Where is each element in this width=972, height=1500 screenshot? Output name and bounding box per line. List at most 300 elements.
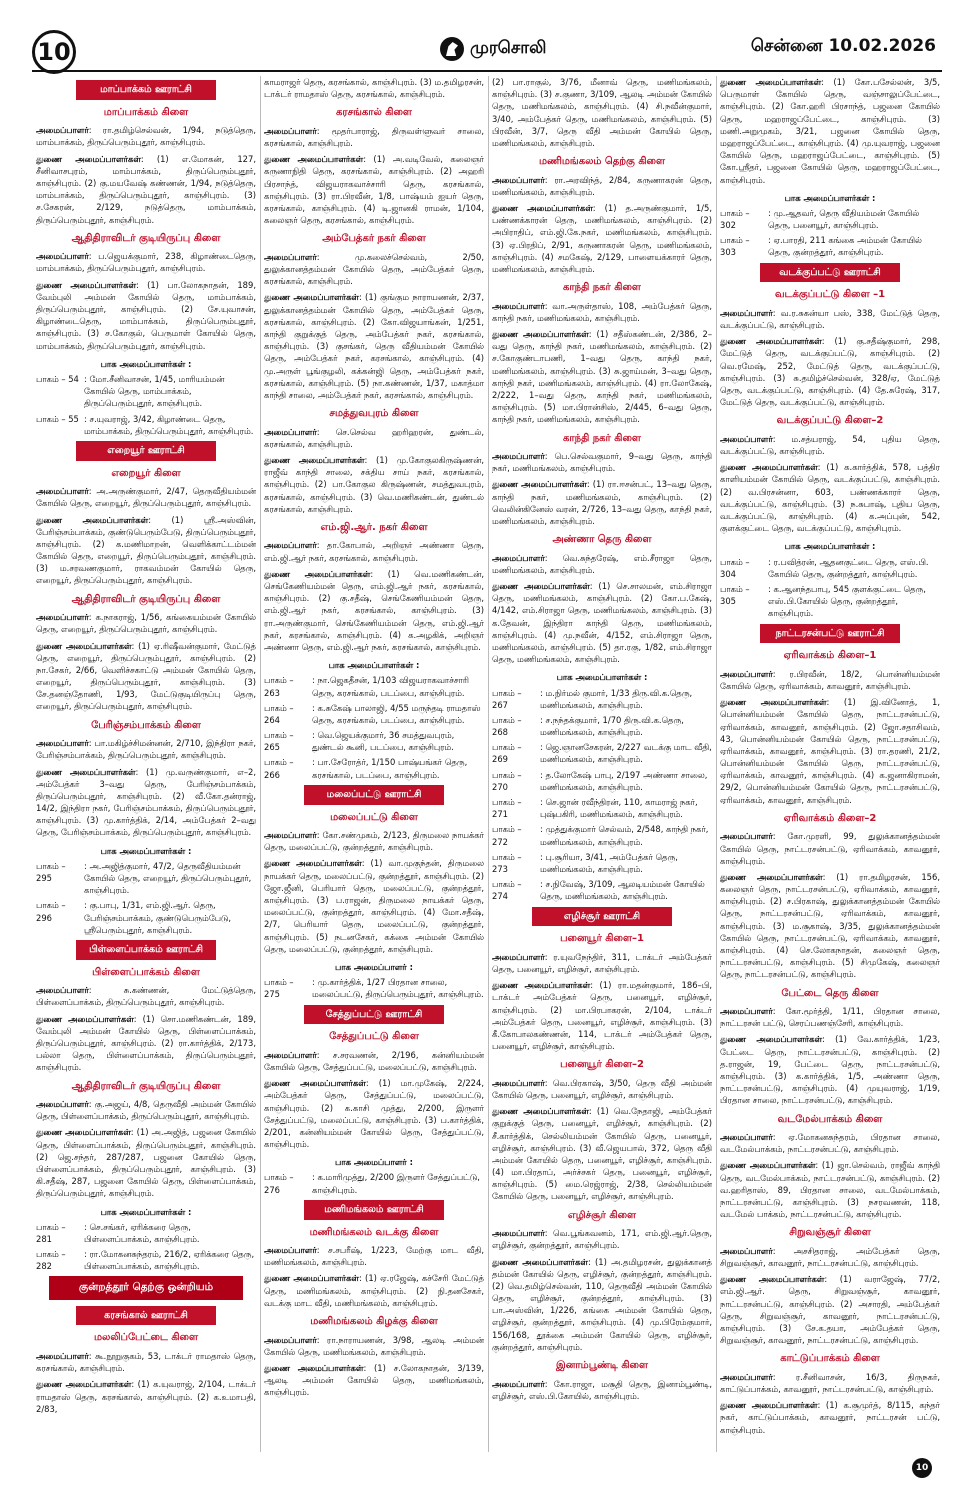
role-label: துணை அமைப்பாளர்கள் xyxy=(492,1256,588,1267)
booth-details: : ஏ.பாரதி, 211 கங்கை அம்மன் கோயில் தெரு, குன்றத்தூர், காஞ்சிபுரம். xyxy=(768,235,922,258)
branch-heading: இனாம்பூண்டி கிளை xyxy=(556,1360,648,1372)
booth-number: பாகம் – 270 xyxy=(492,769,522,792)
appointee-entry xyxy=(36,250,256,274)
booth-details: : நா.ஜெகதீசன், 1/103 விஜயராகவாச்சாரி தெரு, கரசங்கால், படப்பை, காஞ்சிபுரம். xyxy=(312,675,469,698)
role-label: துணை அமைப்பாளர்கள் xyxy=(264,154,364,165)
branch-heading: பனையூர் கிளை–2 xyxy=(560,1059,644,1071)
role-label: அமைப்பாளர் xyxy=(264,540,317,551)
appointee-details: : (1) வெ.மணிகண்டன், செங்கேணியம்மன் தெரு, எம்.ஜி.ஆர் நகர், கரசங்கால், காஞ்சிபுரம். (2) கு.சதீஷ், செங்கேணியம்மன் தெரு, எம்.ஜி.ஆர் நகர், கரசங்கால், காஞ்சிபுரம். (3) ரா.அருண்குமார், செங்கேணியம்மன் தெரு, எம்.ஜி.ஆர் நகர், கரசங்கால், காஞ்சிபுரம். (4) க.அழகிக், அறிஞர் அண்ணா தெரு, எம்.ஜி.ஆர் நகர், கரசங்கால், காஞ்சிபுரம். xyxy=(264,568,484,652)
booth-details: : அ.அஜித்குமார், 47/2, தெருவீதியம்மன் கோயில் தெரு, எறையூர், திருப்பெரும்புதூர், காஞ்சிபுரம். xyxy=(84,860,252,896)
appointee-details: : (1) க.கார்த்திக், 578, பத்திர காளியம்மன் கோயில் தெரு, வடக்குப்பட்டு, காஞ்சிபுரம். (2) வ.பிரசன்னா, 603, பண்ணக்காரர் தெரு, வடக்குப்பட்டு, காஞ்சிபுரம். (3) ந.சுபாஷ், புதிய தெரு, வடக்குப்பட்டு, காஞ்சிபுரம். (4) க.அப்புன், 542, குளக்குட்டை தெரு, வடக்குப்பட்டு, காஞ்சிபுரம். xyxy=(720,462,940,534)
appointee-details: : கு.அஜய், 4/8, தெருவீதி அம்மன் கோயில் தெரு, பிள்ளைப்பாக்கம், திருப்பெரும்புதூர், காஞ்சிபுரம். xyxy=(36,1099,256,1122)
appointee-entry xyxy=(264,153,484,226)
branch-heading: மணிமங்கலம் தெற்கு கிளை xyxy=(538,156,666,168)
branch-heading: எழிச்சூர் கிளை xyxy=(567,1209,637,1221)
appointee-entry xyxy=(720,830,940,867)
role-label: துணை அமைப்பாளர்கள் xyxy=(36,640,132,651)
appointee-entry xyxy=(492,174,712,198)
role-label: அமைப்பாளர் xyxy=(36,612,89,623)
booth-heading: பாக அமைப்பாளர்கள் : xyxy=(784,541,876,552)
appointee-entry xyxy=(36,279,256,352)
edition-date: சென்னை 10.02.2026 xyxy=(750,36,936,56)
appointee-details: : வெ.பூங்கவனம், 171, எம்.ஜி.ஆர்.தெரு, எழிச்சூர், குன்றத்தூர், காஞ்சிபுரம். xyxy=(492,1228,712,1251)
role-label: அமைப்பாளர் xyxy=(36,985,89,996)
booth-entry xyxy=(36,413,256,437)
role-label: துணை அமைப்பாளர்கள் xyxy=(720,1400,818,1411)
booth-entry xyxy=(36,899,256,936)
role-label: துணை அமைப்பாளர்கள் xyxy=(264,455,365,465)
branch-heading: ஏரிவாக்கம் கிளை–2 xyxy=(783,812,877,824)
appointee-details: : கோ.மூர்த்தி, 1/11, பிரதான சாலை, நாட்டரசன் பட்டு, செரப்பணஞ்சேரி, காஞ்சிபுரம். xyxy=(720,1006,940,1029)
appointee-details: : ர.யுவநேந்திர், 311, டாக்டர் அம்பேத்கர் தெரு, பனையூர், எழிச்சூர், காஞ்சிபுரம். xyxy=(492,951,712,974)
booth-entry xyxy=(264,756,484,780)
booth-heading: பாக அமைப்பாளர் : xyxy=(335,961,413,972)
appointee-details: : அசசிதராஜ், அம்பேத்கர் தெரு, சிறுவஞ்சூர், காவனூர், நாட்டரசன்பட்டு, காஞ்சிபுரம். xyxy=(720,1245,940,1269)
column-1 xyxy=(36,76,256,1452)
booth-entry xyxy=(492,714,712,738)
appointee-entry xyxy=(492,552,712,576)
branch-heading: ஏரிவாக்கம் கிளை–1 xyxy=(783,650,877,662)
appointee-entry xyxy=(264,1334,484,1358)
appointee-details: : (1) ரா.ஈசன்பட், 13–வது தெரு, காந்தி நகர், மணிமங்கலம், காஞ்சிபுரம். (2) வெலின்கினேஸ் வரன், 2/726, 13–வது தெரு, காந்தி நகர், மணிமங்கலம், காஞ்சிபுரம். xyxy=(492,479,712,526)
appointee-details: : ரா.அரவிந்த், 2/84, கருணாகரன் தெரு, மணிமங்கலம், காஞ்சிபுரம். xyxy=(492,174,712,197)
role-label: அமைப்பாளர் xyxy=(720,831,773,842)
booth-number: பாகம் – 295 xyxy=(36,860,66,884)
appointee-details: : (1) சதீஸ்கண்டன், 2/386, 2–வது தெரு, காந்தி நகர், மணிமங்கலம், காஞ்சிபுரம். (2) ச.கோகுண்டாபணி, 1–வது தெரு, காந்தி நகர், மணிமங்கலம், காஞ்சிபுரம். (3) சு.ஜாய்மன், 3–வது தெரு, காந்தி நகர், மணிமங்கலம், காஞ்சிபுரம். (4) ரா.லோகேஷ், 2/222, 1–வது தெரு, காந்தி நகர், மணிமங்கலம், காஞ்சிபுரம். (5) மா.பிரான்சிஸ், 2/445, 6–வது தெரு, காந்தி நகர், மணிமங்கலம், காஞ்சிபுரம். xyxy=(492,329,712,425)
appointee-details: : செ.செல்வ ஹரிஹரன், துண்டல், கரசங்கால், காஞ்சிபுரம். xyxy=(264,426,484,449)
role-label: துணை அமைப்பாளர்கள் xyxy=(36,1127,131,1138)
appointee-entry xyxy=(264,454,484,515)
role-label: அமைப்பாளர் xyxy=(720,1371,773,1382)
newspaper-brand xyxy=(440,34,547,64)
appointee-details: : (1) எ.மோகன், 127, சீனிவாசபுரம், மாம்பாக்கம், திருப்பெரும்புதூர், காஞ்சிபுரம். (2) கு.மயவேஷ் கண்ணன், 1/94, நடுத்தெரு, மாம்பாக்கம், திருப்பெரும்புதூர், காஞ்சிபுரம். (3) ச.சேகரன், 2/129, நடுத்தெரு, மாம்பாக்கம், திருப்பெரும்புதூர், காஞ்சிபுரம். xyxy=(36,153,256,225)
appointee-entry xyxy=(492,580,712,665)
branch-heading: பனையூர் கிளை–1 xyxy=(560,933,644,945)
role-label: துணை அமைப்பாளர்கள் xyxy=(264,292,359,303)
appointee-entry xyxy=(36,485,256,509)
booth-details: : பு.சூரியா, 3/41, அம்பேத்கர் தெரு, மணிமங்கலம், காஞ்சிபுரம். xyxy=(540,851,678,874)
role-label: அமைப்பாளர் xyxy=(264,1245,317,1256)
appointee-entry xyxy=(720,1399,940,1436)
booth-number: பாகம் – 269 xyxy=(492,742,522,765)
role-label: அமைப்பாளர் xyxy=(492,1228,545,1239)
appointee-entry xyxy=(720,1033,940,1106)
appointee-entry xyxy=(264,291,484,401)
role-label: துணை அமைப்பாளர்கள் xyxy=(492,329,589,339)
booth-number: பாகம் – 304 xyxy=(720,556,750,579)
appointee-details: : கோ.சண்முகம், 2/123, திருமலை நாயக்கர் தெரு, மலைப்பட்டு, குன்றத்தூர், காஞ்சிபுரம். xyxy=(264,830,484,853)
appointee-details: : (1) கோ.பசேல்லன், 3/5, பெருமாள் கோயில் தெரு, வஞ்சாலுப்பேட்டை, காஞ்சிபுரம். (2) கோ.ஹரி பிரசாந்த், பஜனை கோயில் தெரு, மஹராஜப்பேட்டை, காஞ்சிபுரம். (3) மணி.அறுமுகம், 3/21, பஜனை கோயில் தெரு, மஹராஜப்பேட்டை, காஞ்சிபுரம். (4) மு.யுவராஜ், பஜனை கோயில் தெரு, மஹராஜப்பேட்டை, காஞ்சிபுரம். (5) கோ.ஸ்ரீதர், பஜனை கோயில் தெரு, மஹராஜப்பேட்டை, காஞ்சிபுரம். xyxy=(720,77,940,185)
appointee-entry xyxy=(36,124,256,148)
appointee-details: : ர.சீனிவாசன், 16/3, திருநகர், காட்டுப்பாக்கம், காவனூர், நாட்டரசன்பட்டு, காஞ்சிபுரம். xyxy=(720,1371,940,1395)
appointee-entry xyxy=(720,335,940,408)
appointee-entry xyxy=(492,300,712,324)
branch-heading: வடக்குப்பட்டு கிளை –1 xyxy=(774,289,886,301)
booth-entry xyxy=(264,702,484,726)
role-label: அமைப்பாளர் xyxy=(720,1006,773,1017)
appointee-details: : வா.அருள்தாஸ், 108, அம்பேத்கர் தெரு, காந்தி நகர், மணிமங்கலம், காஞ்சிபுரம். xyxy=(492,300,712,323)
appointee-details: : (1) அ.வடிவேல், கலைஞர் கருணாநிதி தெரு, கரசங்கால், காஞ்சிபுரம். (2) அஹரி பிரசாந்த், விஜயராகவாச்சாரி தெரு, கரசங்கால், காஞ்சிபுரம். (3) ரா.பிரவீன், 1/8, பாஷ்யம் ஐயர் தெரு, கரசங்கால், காஞ்சிபுரம். (4) டி.ஜானகி ராமன், 1/104, கலைஞர் தெரு, கரசங்கால், காஞ்சிபுரம். xyxy=(264,154,484,226)
role-label: துணை அமைப்பாளர்கள் xyxy=(264,1362,364,1373)
branch-heading: மணிமங்கலம் கிழக்கு கிளை xyxy=(310,1316,438,1328)
role-label: துணை அமைப்பாளர்கள் xyxy=(492,479,587,490)
role-label: அமைப்பாளர் xyxy=(492,174,545,185)
booth-details: : க.ஆனந்தபாபு, 545 குளக்குட்டை தெரு, எஸ்.பி.கோயில் தெரு, குன்றத்தூர், காஞ்சிபுரம். xyxy=(768,583,926,619)
booth-number: பாகம் – 275 xyxy=(264,977,294,1000)
appointee-entry xyxy=(720,461,940,534)
booth-heading: பாக அமைப்பாளர்கள் : xyxy=(100,1206,192,1217)
appointee-entry xyxy=(492,1256,712,1354)
appointee-entry xyxy=(720,668,940,692)
appointee-details: : (1) வராஜேஷ், 77/2, எம்.ஜி.ஆர். தெரு, சிறுவஞ்சூர், காவனூர், நாட்டரசன்பட்டு, காஞ்சிபுரம். (2) அசாரதி, அம்பேத்கர் தெரு, சிறுவஞ்சூர், காவனூர், நாட்டரசன்பட்டு, காஞ்சிபுரம். (3) சே.க.தயா, அம்பேத்கர் தெரு, சிறுவஞ்சூர், காவனூர், நாட்டரசன்பட்டு, காஞ்சிபுரம். xyxy=(720,1274,940,1346)
booth-details: : வெ.ஜெயக்குமார், 36 சமத்துவபுரம், துண்டல் கூனி, படப்பை, காஞ்சிபுரம். xyxy=(312,730,455,753)
booth-details: : ச.யுவராஜ், 3/42, கிழாண்டை தெரு, மாம்பாக்கம், திருப்பெரும்புதூர், காஞ்சிபுரம். xyxy=(84,413,254,436)
appointee-details: : வெ.பிரகாஷ், 3/50, தெரு வீதி அம்மன் கோயில் தெரு, பனையூர், எழிச்சூர், காஞ்சிபுரம். xyxy=(492,1077,712,1100)
role-label: அமைப்பாளர் xyxy=(264,251,317,262)
appointee-entry xyxy=(720,1245,940,1269)
appointee-details: : (1) இ.வினோத், 1, பொன்னியம்மன் கோயில் தெரு, நாட்டரசன்பட்டு, ஏரிவாக்கம், காவனூர், காஞ்சிபுரம். (2) ஜோ.சதாசிவம், 43, பொன்னியம்மன் கோயில் தெரு, நாட்டரசன்பட்டு, ஏரிவாக்கம், காவனூர், காஞ்சிபுரம். (3) ரா.தரணி, 21/2, பொன்னியம்மன் கோயில் தெரு, நாட்டரசன்பட்டு, ஏரிவாக்கம், காவனூர், காஞ்சிபுரம். (4) க.ஜனாகிராமன், 29/2, பொன்னியம்மன் கோயில் தெரு, நாட்டரசன்பட்டு, ஏரிவாக்கம், காவனூர், காஞ்சிபுரம். xyxy=(720,697,940,805)
booth-details: : பா.சேரோத்ர், 1/150 பாஷ்யங்கர் தெரு, கரசங்கால், படப்பை, காஞ்சிபுரம். xyxy=(312,757,468,780)
appointee-details: : ச.சபரீஷ், 1/223, மேற்கு மாட வீதி, மணிமங்கலம், காஞ்சிபுரம். xyxy=(264,1245,484,1268)
branch-heading: பேட்டை தெரு கிளை xyxy=(781,987,879,999)
branch-heading: ஆதிதிராவிடர் குடியிருப்பு கிளை xyxy=(71,1080,221,1092)
booth-details: : முத்துக்குமார் செல்வம், 2/548, காந்தி நகர், மணிமங்கலம், காஞ்சிபுரம். xyxy=(540,824,709,847)
role-label: அமைப்பாளர் xyxy=(720,1132,773,1143)
appointee-details: : (1) வே.கார்த்திக், 1/23, பேட்டை தெரு, நாட்டரசன்பட்டு, காஞ்சிபுரம். (2) த.ராஜன், 19, பேட்டை தெரு, நாட்டரசன்பட்டு, காஞ்சிபுரம். (3) க.கார்த்திக், 1/5, அண்ணா தெரு, நாட்டரசன்பட்டு, காஞ்சிபுரம். (4) முயுவராஜ், 1/19, பிரதான சாலை, நாட்டரசன்பட்டு, காஞ்சிபுரம். xyxy=(720,1034,940,1106)
appointee-details: : வ.ர.சுகன்யா பஸ், 338, மேட்டுத் தெரு, வடக்குப்பட்டு, காஞ்சிபுரம். xyxy=(720,307,940,331)
role-label: அமைப்பாளர் xyxy=(492,552,545,563)
branch-heading: அண்ணா தெரு கிளை xyxy=(552,534,652,546)
appointee-entry xyxy=(264,1244,484,1268)
role-label: அமைப்பாளர் xyxy=(36,1350,89,1361)
role-label: அமைப்பாளர் xyxy=(492,451,545,461)
newspaper-name: முரசொலி xyxy=(470,38,547,58)
appointee-details: : (1) ச.லோகநாதன், 3/139, ஆலடி அம்மன் கோயில் தெரு, மணிமங்கலம், காஞ்சிபுரம். xyxy=(264,1362,484,1398)
appointee-details: : (1) பா.லோகநாதன், 189, வேம்புலி அம்மன் கோயில் தெரு, மாம்பாக்கம், திருப்பெரும்புதூர், காஞ்சிபுரம். (2) சே.யுவாசன், கிழாண்டைதெரு, மாம்பாக்கம், திருப்பெரும்புதூர், காஞ்சிபுரம். (3) ச.கோகுல், பெருமாள் கோயில் தெரு, மாம்பாக்கம், திருப்பெரும்புதூர், காஞ்சிபுரம். xyxy=(36,279,256,351)
panchayat-heading: மலைப்பட்டு ஊராட்சி xyxy=(304,785,445,805)
appointee-entry xyxy=(264,251,484,288)
role-label: துணை அமைப்பாளர்கள் xyxy=(720,1034,823,1045)
role-label: அமைப்பாளர் xyxy=(492,1378,545,1389)
column-divider xyxy=(488,76,489,1452)
booth-number: பாகம் – 265 xyxy=(264,730,294,753)
column-2 xyxy=(264,76,484,1452)
appointee-details: : (1) மு.வருண்குமார், எ–2, அம்பேத்கர் 3–வது தெரு, பேரிஞ்சம்பாக்கம், திருப்பெரும்புதூர், காஞ்சிபுரம். (2) வீ.கோ.தன்ராஜ், 14/2, இந்திரா நகர், பேரிஞ்சம்பாக்கம், திருப்பெரும்புதூர், காஞ்சிபுரம். (3) மு.கார்த்திக், 2/14, அம்பேத்கர் 2–வது தெரு, பேரிஞ்சம்பாக்கம், திருப்பெரும்புதூர், காஞ்சிபுரம். xyxy=(36,766,256,838)
appointee-details: : ம.சத்யராஜ், 54, புதிய தெரு, வடக்குப்பட்டு, காஞ்சிபுரம். xyxy=(720,433,940,457)
appointee-entry xyxy=(720,76,940,186)
booth-entry xyxy=(492,741,712,765)
role-label: அமைப்பாளர் xyxy=(492,951,545,962)
branch-heading: காட்டுப்பாக்கம் கிளை xyxy=(780,1353,880,1365)
role-label: அமைப்பாளர் xyxy=(264,1334,317,1345)
branch-heading: எம்.ஜி.ஆர். நகர் கிளை xyxy=(320,521,428,533)
role-label: துணை அமைப்பாளர்கள் xyxy=(36,1013,134,1024)
appointee-entry xyxy=(492,202,712,275)
column-divider xyxy=(260,76,261,1452)
role-label: துணை அமைப்பாளர்கள் xyxy=(720,1160,816,1171)
booth-heading: பாக அமைப்பாளர்கள் : xyxy=(784,192,876,203)
appointee-entry xyxy=(720,1371,940,1395)
appointee-details: : (1) ரா.தமிழரசன், 156, கலைஞர் தெரு, நாட்டரசன்பட்டு, ஏரிவாக்கம், காவனூர், காஞ்சிபுரம். (2) ச.பிரகாஷ், துலுக்கானத்தம்மன் கோயில் தெரு, நாட்டரசன்பட்டு, ஏரிவாக்கம், காவனூர், காஞ்சிபுரம். (3) ம.சூகாஷ், 3/35, துலுக்கானத்தம்மன் கோயில் தெரு, நாட்டரசன்பட்டு, ஏரிவாக்கம், காவனூர், காஞ்சிபுரம். (4) செ.லோகநாதன், கலைஞர் தெரு, நாட்டரசன்பட்டு, காஞ்சிபுரம். (5) சிமுகேஷ், கலைஞர் தெரு, நாட்டரசன்பட்டு, காஞ்சிபுரம். xyxy=(720,871,940,980)
role-label: துணை அமைப்பாளர்கள் xyxy=(264,1273,359,1284)
role-label: துணை அமைப்பாளர்கள் xyxy=(264,568,371,579)
appointee-details: : (1) ஏ.ரிஷீவன்குமார், மேட்டுத் தெரு, எறையூர், திருப்பெரும்புதூர், காஞ்சிபுரம். (2) நா.சேகர், 2/66, வெளிச்சகாட்டு அம்மன் கோயில் தெரு, எறையூர், திருப்பெரும்புதூர், காஞ்சிபுரம். (3) சே.தனஞ்தோணி, 1/93, மேட்டுகுடியிருப்பு தெரு, எறையூர், திருப்பெரும்புதூர், காஞ்சிபுரம். xyxy=(36,640,256,712)
panchayat-heading: குன்றத்தூர் தெற்கு ஒன்றியம் xyxy=(49,1276,243,1299)
booth-details: : செ.சங்கர், ஏரிக்கரை தெரு, பிள்ளைப்பாக்கம், காஞ்சிபுரம். xyxy=(84,1221,200,1244)
appointee-entry xyxy=(720,307,940,331)
role-label: துணை அமைப்பாளர்கள் xyxy=(264,1078,366,1089)
role-label: அமைப்பாளர் xyxy=(36,486,89,497)
role-label: துணை அமைப்பாளர்கள் xyxy=(720,871,823,882)
branch-heading: வடக்குப்பட்டு கிளை–2 xyxy=(776,415,884,427)
booth-number: பாகம் – 272 xyxy=(492,824,522,847)
appointee-details: : (1) அ.அஜித், பஜனை கோயில் தெரு, பிள்ளைப்பாக்கம், திருப்பெரும்புதூர், காஞ்சிபுரம். (2) ஜெ.சந்தர், 287/287, பஜனை கோயில் தெரு, பிள்ளைப்பாக்கம், திருப்பெரும்புதூர், காஞ்சிபுரம். (3) கி.சதீஷ், 287, பஜனை கோயில் தெரு, பிள்ளைப்பாக்கம், திருப்பெரும்புதூர், காஞ்சிபுரம். xyxy=(36,1127,256,1199)
appointee-details: : (1) மா.முகேஷ், 2/224, அம்பேத்கர் தெரு, சேத்துப்பட்டு, மலைப்பட்டு, காஞ்சிபுரம். (2) க.காசி முத்து, 2/200, இருளர் சேத்துப்பட்டு, மலைப்பட்டு, காஞ்சிபுரம். (3) ப.கார்த்திக், 2/201, கன்னியம்மன் கோயில் தெரு, சேத்துப்பட்டு, காஞ்சிபுரம். xyxy=(264,1078,484,1150)
appointee-details: : கோ.முரளி, 99, துலுக்கானத்தம்மன் கோயில் தெரு, நாட்டரசன்பட்டு, ஏரிவாக்கம், காவனூர், காஞ்சிபுரம். xyxy=(720,831,940,866)
appointee-entry xyxy=(720,1131,940,1155)
appointee-details: : (1) வெ.நேதாஜி, அம்பேத்கர் குறுக்குத் தெரு, பனையூர், எழிச்சூர், காஞ்சிபுரம். (2) சீ.கார்த்திக், செல்லியம்மன் கோயில் தெரு, பனையூர், எழிச்சூர், காஞ்சிபுரம். (3) வீ.ஜெயபால், 372, தெரு வீதி அம்மன் கோயில் தெரு, பனையூர், எழிச்சூர், காஞ்சிபுரம். (4) மா.பிரதாப், அர்ச்சகர் தெரு, பனையூர், எழிச்சூர், காஞ்சிபுரம். (5) மை.ரெஜ்ராஜ், 2/38, செல்லியம்மன் கோயில் தெரு, பனையூர், எழிச்சூர், காஞ்சிபுரம். xyxy=(492,1106,712,1202)
booth-number: பாகம் – 305 xyxy=(720,583,750,607)
role-label: அமைப்பாளர் xyxy=(492,300,545,311)
appointee-details: : (1) ரா.மதன்குமார், 186–பி, டாக்டர் அம்பேத்கர் தெரு, பனையூர், எழிச்சூர், காஞ்சிபுரம். (2) மா.பிரபாகரன், 2/104, டாக்டர் அம்பேத்கர் தெரு, பனையூர், எழிச்சூர், காஞ்சிபுரம். (3) கீ.கோபாலகண்ணன், 114, டாக்டர் அம்பேத்கர் தெரு, பனையூர், எழிச்சூர், காஞ்சிபுரம். xyxy=(492,980,712,1052)
booth-entry xyxy=(492,823,712,847)
booth-number: பாகம் – 54 xyxy=(36,373,79,384)
appointee-details: : அ.அருண்குமார், 2/47, தெருவீதியம்மன் கோயில் தெரு, எறையூர், திருப்பெரும்புதூர், காஞ்சிபுரம். xyxy=(36,486,256,509)
booth-entry xyxy=(492,769,712,793)
booth-details: : மு.கார்த்திக், 1/27 பிரதான சாலை, மலைப்பட்டு, திருப்பெரும்புதூர், காஞ்சிபுரம். xyxy=(312,977,484,1000)
appointee-entry xyxy=(720,433,940,457)
role-label: அமைப்பாளர் xyxy=(264,426,317,437)
appointee-details: : கோ.ராஜா, மசூதி தெரு, இனாம்பூண்டி, எழிச்சூர், எஸ்.பி.கோயில், காஞ்சிபுரம். xyxy=(492,1378,712,1401)
appointee-entry xyxy=(720,871,940,981)
branch-heading: மணிமங்கலம் வடக்கு கிளை xyxy=(309,1226,439,1238)
appointee-entry xyxy=(36,766,256,839)
booth-entry xyxy=(264,1171,484,1195)
branch-heading: சேத்துப்பட்டு கிளை xyxy=(329,1031,419,1043)
article-columns xyxy=(36,76,944,1452)
appointee-entry xyxy=(720,696,940,806)
appointee-entry xyxy=(36,1378,256,1415)
panchayat-heading: சேத்துப்பட்டு ஊராட்சி xyxy=(304,1005,445,1025)
branch-heading: மலலிப்பேட்டை கிளை xyxy=(93,1332,199,1344)
panchayat-heading: கரசங்கால் ஊராட்சி xyxy=(76,1306,217,1326)
booth-details: : க.மாரிமுத்து, 2/200 இருளர் சேத்துப்பட்டு, காஞ்சிபுரம். xyxy=(312,1172,480,1195)
booth-heading: பாக அமைப்பாளர்கள் : xyxy=(100,845,192,856)
role-label: துணை அமைப்பாளர்கள் xyxy=(36,153,141,164)
appointee-details: : மூதர்பாராஜ், திருவள்ளுவர் சாலை, கரசங்கால், காஞ்சிபுரம். xyxy=(264,125,484,149)
masthead-rule xyxy=(32,70,942,72)
booth-entry xyxy=(36,860,256,897)
role-label: அமைப்பாளர் xyxy=(720,307,773,318)
booth-details: : த.லோகேஷ் பாபு, 2/197 அண்ணா சாலை, மணிமங்கலம், காஞ்சிபுரம். xyxy=(540,769,708,792)
booth-number: பாகம் – 274 xyxy=(492,879,522,902)
booth-number: பாகம் – 281 xyxy=(36,1221,66,1244)
booth-details: : மு.ஆதவர், தெரு வீதியம்மன் கோயில் தெரு, பனையூர், காஞ்சிபுரம். xyxy=(768,207,920,231)
appointee-details: : க.நாகராஜ், 1/56, கங்கையம்மன் கோயில் தெரு, எறையூர், திருப்பெரும்புதூர், காஞ்சிபுரம். xyxy=(36,612,256,635)
appointee-details: : தா.கோபால், அறிஞர் அண்ணா தெரு, எம்.ஜி.ஆர் நகர், கரசங்கால், காஞ்சிபுரம். xyxy=(264,540,484,563)
continued-text: காமராஜர் தெரு, கரசங்கால், காஞ்சிபுரம். (3) ம.தமிழரசன், டாக்டர் ராமதாஸ் தெரு, கரசங்கால், காஞ்சிபுரம். xyxy=(264,77,484,100)
booth-entry xyxy=(492,851,712,875)
appointee-details: : (1) த.அருண்குமார், 1/5, பண்ணக்காரன் தெரு, மணிமங்கலம், காஞ்சிபுரம். (2) அபிராதிப், எம்.ஜி.கே.நகர், மணிமங்கலம், காஞ்சிபுரம். (3) ஏ.பிரதிப், 2/91, கருணாகரன் தெரு, மணிமங்கலம், காஞ்சிபுரம். (4) சமகேஷ், 2/129, பாளையக்காரர் தெரு, மணிமங்கலம், காஞ்சிபுரம். xyxy=(492,203,712,274)
column-4 xyxy=(720,76,940,1452)
role-label: அமைப்பாளர் xyxy=(36,1099,89,1110)
booth-number: பாகம் – 273 xyxy=(492,851,522,874)
booth-entry xyxy=(720,556,940,580)
appointee-details: : (1) க.சூமுர்த், 8/115, கந்தர் நகர், காட்டுப்பாக்கம், காவனூர், நாட்டரசன் பட்டு, காஞ்சிபுரம். xyxy=(720,1400,940,1435)
booth-entry xyxy=(492,878,712,902)
booth-number: பாகம் – 264 xyxy=(264,702,294,725)
booth-number: பாகம் – 267 xyxy=(492,687,522,710)
role-label: துணை அமைப்பாளர்கள் xyxy=(492,203,593,213)
panchayat-heading: மாப்பாக்கம் ஊராட்சி xyxy=(76,80,217,100)
booth-number: பாகம் – 302 xyxy=(720,207,750,231)
branch-heading: அம்பேத்கர் நகர் கிளை xyxy=(322,233,426,245)
appointee-details: : (1) மு.கோகுலகிருஷ்ணன், ராஜீவ் காந்தி சாலை, சக்திய சாய் நகர், கரசங்கால், காஞ்சிபுரம். (2) பா.கோகுல கிருஷ்ணன், சமத்துவபுரம், கரசங்கால், காஞ்சிபுரம். (3) வெ.மணிகண்டன், துண்டல் கரசங்கால், காஞ்சிபுரம். xyxy=(264,455,484,514)
booth-heading: பாக அமைப்பாளர் : xyxy=(335,1157,413,1168)
booth-heading: பாக அமைப்பாளர்கள் : xyxy=(100,358,192,369)
booth-details: : ச.நிவேஷ், 3/109, ஆலடியம்மன் கோயில் தெரு, மணிமங்கலம், காஞ்சிபுரம். xyxy=(540,879,705,902)
booth-entry xyxy=(492,796,712,820)
branch-heading: பிள்ளைப்பாக்கம் கிளை xyxy=(92,966,200,978)
role-label: துணை அமைப்பாளர்கள் xyxy=(36,766,136,777)
appointee-entry xyxy=(492,328,712,426)
appointee-entry xyxy=(36,984,256,1008)
branch-heading: சிறுவஞ்சூர் கிளை xyxy=(789,1227,871,1239)
appointee-entry xyxy=(492,478,712,527)
role-label: துணை அமைப்பாளர்கள் xyxy=(720,336,822,347)
footer-page-number: 10 xyxy=(912,1458,932,1478)
appointee-entry xyxy=(492,1077,712,1101)
appointee-details: : வெ.சுந்தரேஷ், எம்.சீராஜா தெரு, மணிமங்கலம், காஞ்சிபுரம். xyxy=(492,552,712,575)
appointee-details: : (1) க.யுவராஜ், 2/104, டாக்டர் ராமதாஸ் தெரு, கரசங்கால், காஞ்சிபுரம். (2) க.உமாபதி, 2/83, xyxy=(36,1379,256,1414)
branch-heading: மாப்பாக்கம் கிளை xyxy=(103,106,189,118)
branch-heading: வடமேல்பாக்கம் கிளை xyxy=(777,1113,883,1125)
column-3 xyxy=(492,76,712,1452)
newspaper-logo-icon xyxy=(440,37,464,61)
role-label: அமைப்பாளர் xyxy=(720,668,773,679)
role-label: துணை அமைப்பாளர்கள் xyxy=(492,581,590,591)
branch-heading: ஆதிதிராவிடர் குடியிருப்பு கிளை xyxy=(71,232,221,244)
role-label: அமைப்பாளர் xyxy=(36,125,89,136)
appointee-entry xyxy=(492,951,712,975)
branch-heading: ஆதிதிராவிடர் குடியிருப்பு கிளை xyxy=(71,593,221,605)
role-label: துணை அமைப்பாளர்கள் xyxy=(36,1379,132,1390)
booth-number: பாகம் – 303 xyxy=(720,235,750,258)
booth-heading: பாக அமைப்பாளர்கள் : xyxy=(328,660,420,671)
booth-number: பாகம் – 282 xyxy=(36,1249,66,1272)
booth-details: : செ.ஜான் ரவீந்திரன், 110, காமராஜ் நகர், புஷ்பகிரி, மணிமங்கலம், காஞ்சிபுரம். xyxy=(540,797,698,820)
appointee-details: : மு.கலைச்செல்வம், 2/50, துலுக்கானத்தம்மன் கோயில் தெரு, அம்பேத்கர் தெரு, கரசங்கால், காஞ்சிபுரம். xyxy=(264,251,484,287)
role-label: துணை அமைப்பாளர்கள் xyxy=(36,279,137,290)
booth-details: : மோ.சீனிவாசன், 1/45, மாரியம்மன் கோயில் தெரு, மாம்பாக்கம், திருப்பெரும்புதூர், காஞ்சிபுரம். xyxy=(84,373,225,409)
appointee-entry xyxy=(720,1005,940,1029)
booth-number: பாகம் – 266 xyxy=(264,757,294,780)
role-label: துணை அமைப்பாளர்கள் xyxy=(492,1106,589,1117)
appointee-details: : (1) ஏ.ரஜேஷ், கச்சேரி மேட்டுத் தெரு, மணிமங்கலம், காஞ்சிபுரம். (2) நி.தனசேகர், வடக்கு மாட வீதி, மணிமங்கலம், காஞ்சிபுரம். xyxy=(264,1273,484,1308)
role-label: அமைப்பாளர் xyxy=(264,125,317,136)
appointee-details: : (1) சொ.மணிகண்டன், 189, வேம்புலி அம்மன் கோயில் தெரு, பிள்ளைப்பாக்கம், திருப்பெரும்புதூர், காஞ்சிபுரம். (2) ரா.கார்த்திக், 2/173, பல்லா தெரு, பிள்ளைப்பாக்கம், திருப்பெரும்புதூர், காஞ்சிபுரம். xyxy=(36,1013,256,1073)
booth-number: பாகம் – 296 xyxy=(36,900,66,923)
appointee-entry xyxy=(492,1227,712,1251)
appointee-details: : ப.ஜெயக்குமார், 238, கிழாண்டைதெரு, மாம்பாக்கம், திருப்பெரும்புதூர், காஞ்சிபுரம். xyxy=(36,251,256,274)
appointee-entry xyxy=(492,450,712,474)
booth-details: : ர.பவித்ரன், ஆதனகுட்டை தெரு, எஸ்.பி. கோயில் தெரு, குன்றத்தூர், காஞ்சிபுரம். xyxy=(768,556,929,579)
appointee-entry xyxy=(36,1126,256,1199)
masthead xyxy=(0,0,972,76)
branch-heading: எறையூர் கிளை xyxy=(111,467,181,479)
appointee-entry xyxy=(264,1362,484,1399)
role-label: அமைப்பாளர் xyxy=(720,1245,773,1256)
role-label: அமைப்பாளர் xyxy=(720,433,773,444)
appointee-details: : (1) அ.தமிழரசன், துலுக்கானத் தம்மன் கோயில் தெரு, எழிச்சூர், குன்றத்தூர், காஞ்சிபுரம். (2) வெ.தமிழ்செல்வன், 110, தெருவீதி அம்மன் கோயில் தெரு, எழிச்சூர், குன்றத்தூர், காஞ்சிபுரம். (3) பா.அஸ்வின், 1/226, கங்கை அம்மன் கோயில் தெரு, எழிச்சூர், குன்றத்தூர், காஞ்சிபுரம். (4) மு.பிரேம்குமார், 156/168, தூக்கை அம்மன் கோயில் தெரு, எழிச்சூர், குன்றத்தூர், காஞ்சிபுரம். xyxy=(492,1256,712,1352)
booth-number: பாகம் – 55 xyxy=(36,413,79,424)
role-label: அமைப்பாளர் xyxy=(264,1049,317,1060)
appointee-entry xyxy=(264,125,484,149)
appointee-details: : (1) குங்கும நாராயணன், 2/37, துலுக்கானத்தம்மன் கோயில் தெரு, அம்பேத்கர் தெரு, கரசங்கால், காஞ்சிபுரம். (2) கோ.விஜயாங்கன், 1/251, காந்தி குறுக்குத் தெரு, அம்பேத்கர் நகர், கரசங்கால், காஞ்சிபுரம். (3) குசங்கர், தெரு வீதியம்மன் கோயில் தெரு, அம்பேத்கர் நகர், கரசங்கால், காஞ்சிபுரம். (4) மு.அருள் பூங்குழலி, கக்கன்ஜி தெரு, அம்பேத்கர் நகர், கரசங்கால், காஞ்சிபுரம். (5) நா.கண்ணன், 1/37, மகாத்மா காந்தி சாலை, அம்பேத்கர் நகர், கரசங்கால், காஞ்சிபுரம். xyxy=(264,292,484,400)
branch-heading: சமத்துவபுரம் கிளை xyxy=(329,408,419,420)
booth-details: : கு.பாபு, 1/31, எம்.ஜி.ஆர். தெரு, பேரிஞ்சம்பாக்கம், குண்டுபெரும்பேடு, ஸ்ரீபெரும்புதூர், காஞ்சிபுரம். xyxy=(84,900,232,935)
appointee-entry xyxy=(36,611,256,635)
booth-details: : ச.நந்தக்குமார், 1/70 திரு.வி.க.தெரு, மணிமங்கலம், காஞ்சிபுரம். xyxy=(540,714,684,738)
role-label: துணை அமைப்பாளர்கள் xyxy=(720,462,818,473)
appointee-details: : ச.சரவணன், 2/196, கன்னியம்மன் கோயில் தெரு, சேத்துப்பட்டு, மலைப்பட்டு, காஞ்சிபுரம். xyxy=(264,1049,484,1072)
booth-heading: பாக அமைப்பாளர்கள் : xyxy=(556,672,648,683)
branch-heading: காந்தி நகர் கிளை xyxy=(563,432,641,444)
page-number-badge: 10 xyxy=(32,30,76,74)
appointee-details: : ர.பிரவீன், 18/2, பொன்னியம்மன் கோயில் தெரு, ஏரிவாக்கம், காவனூர், காஞ்சிபுரம். xyxy=(720,668,940,691)
appointee-details: : பா.மகிழ்ச்சிமன்னன், 2/710, இந்திரா நகர், பேரிஞ்சம்பாக்கம், திருப்பெரும்புதூர், காஞ்சிபுரம். xyxy=(36,738,256,761)
appointee-details: : ரா.நாராயணன், 3/98, ஆலடி அம்மன் கோயில் தெரு, மணிமங்கலம், காஞ்சிபுரம். xyxy=(264,1334,484,1357)
appointee-entry xyxy=(36,640,256,713)
appointee-entry xyxy=(492,979,712,1052)
appointee-entry xyxy=(720,1159,940,1220)
column-divider xyxy=(716,76,717,1452)
booth-entry xyxy=(36,1248,256,1272)
appointee-entry xyxy=(264,539,484,563)
panchayat-heading: நாட்டரசன்பட்டு ஊராட்சி xyxy=(760,624,901,644)
appointee-details: : கூ.நூறுகுகம், 53, டாக்டர் ராமதாஸ் தெரு, கரசங்கால், காஞ்சிபுரம். xyxy=(36,1350,256,1374)
appointee-entry xyxy=(720,1273,940,1346)
booth-details: : க.சுகேஷ் பாலாஜி, 4/55 மருந்தடி ராமதாஸ் தெரு, கரசங்கால், படப்பை, காஞ்சிபுரம். xyxy=(312,702,481,725)
appointee-entry xyxy=(492,1105,712,1203)
appointee-entry xyxy=(264,829,484,853)
appointee-entry xyxy=(36,153,256,226)
role-label: அமைப்பாளர் xyxy=(36,738,89,749)
panchayat-heading: எறையூர் ஊராட்சி xyxy=(76,441,217,461)
panchayat-heading: வடக்குப்பட்டு ஊராட்சி xyxy=(760,263,901,283)
booth-entry xyxy=(492,687,712,711)
role-label: துணை அமைப்பாளர்கள் xyxy=(720,77,822,87)
panchayat-heading: மணிமங்கலம் ஊராட்சி xyxy=(304,1200,445,1220)
appointee-entry xyxy=(36,1013,256,1074)
booth-details: : ஜெ.ஞானசேகரன், 2/227 வடக்கு மாட வீதி, மணிமங்கலம், காஞ்சிபுரம். xyxy=(540,742,712,765)
appointee-entry xyxy=(36,514,256,587)
booth-entry xyxy=(264,976,484,1000)
booth-entry xyxy=(36,373,256,410)
appointee-entry xyxy=(264,1077,484,1150)
role-label: அமைப்பாளர் xyxy=(36,251,89,262)
appointee-details: : ஏ.மோகனசுந்தரம், பிரதான சாலை, வடமேல்பாக்கம், நாட்டரசன்பட்டு, காஞ்சிபுரம். xyxy=(720,1132,940,1155)
booth-details: : ம.நிர்மல் குமார், 1/33 திரு.வி.க.தெரு, மணிமங்கலம், காஞ்சிபுரம். xyxy=(540,687,693,710)
appointee-entry xyxy=(264,568,484,653)
panchayat-heading: பிள்ளைப்பாக்கம் ஊராட்சி xyxy=(76,940,217,960)
appointee-details: : (1) ஸ்ரீ.அஸ்வின், பேரிஞ்சம்பாக்கம், குண்டுபெரும்பேடு, திருப்பெரும்புதூர், காஞ்சிபுரம். (2) க.மணிமாறன், வெளிக்காட்டம்மன் கோயில் தெரு, எறையூர், திருப்பெரும்புதூர், காஞ்சிபுரம். (3) ம.சரவணகுமார், ராகவம்மன் கோயில் தெரு, எறையூர், திருப்பெரும்புதூர், காஞ்சிபுரம். xyxy=(36,514,256,586)
booth-details: : ரா.மோகனசுந்தரம், 216/2, ஏரிக்கரை தெரு, பிள்ளைப்பாக்கம், காஞ்சிபுரம். xyxy=(84,1249,255,1272)
appointee-entry xyxy=(264,857,484,955)
appointee-entry xyxy=(492,1378,712,1402)
booth-entry xyxy=(264,674,484,698)
appointee-entry xyxy=(36,1098,256,1122)
